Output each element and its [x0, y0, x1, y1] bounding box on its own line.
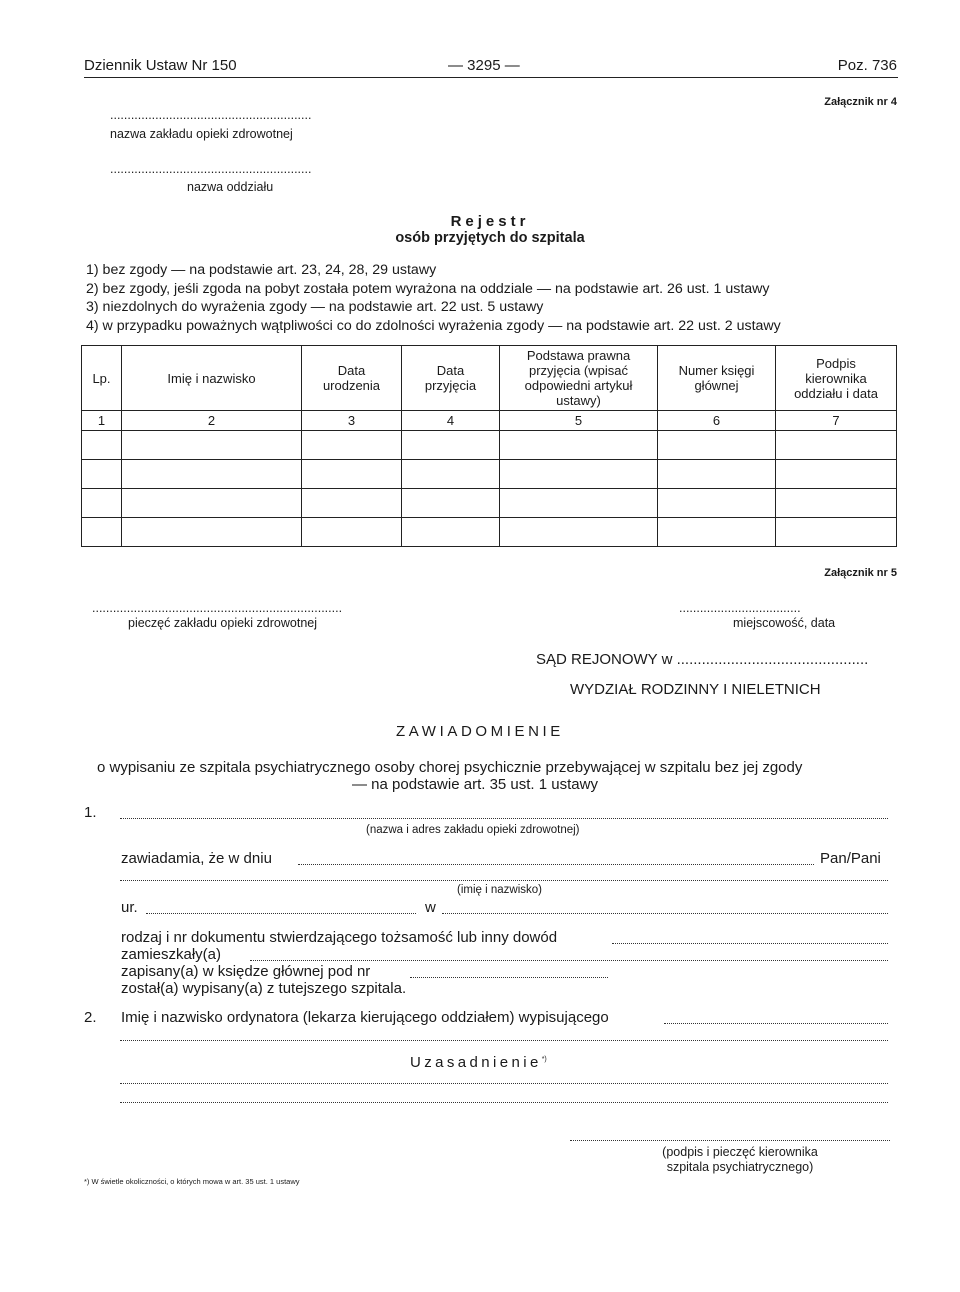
notify-date-field[interactable]: [298, 864, 814, 865]
table-row: [82, 489, 897, 518]
register-number-label: zapisany(a) w księdze głównej pod nr: [121, 963, 371, 980]
col-number: 7: [776, 411, 897, 431]
table-cell[interactable]: [402, 431, 500, 460]
table-cell[interactable]: [302, 460, 402, 489]
col-header: Imię i nazwisko: [122, 346, 302, 411]
table-cell[interactable]: [658, 518, 776, 547]
annex4-label: Załącznik nr 4: [824, 96, 897, 108]
head-physician-field[interactable]: [664, 1023, 888, 1024]
intro-line-2: — na podstawie art. 35 ust. 1 ustawy: [352, 776, 598, 793]
facility-address-field[interactable]: [120, 818, 888, 819]
id-document-field[interactable]: [612, 943, 888, 944]
table-cell[interactable]: [658, 460, 776, 489]
table-cell[interactable]: [402, 489, 500, 518]
head-physician-field-2[interactable]: [120, 1040, 888, 1041]
table-row: [82, 518, 897, 547]
section-1-number: 1.: [84, 804, 97, 821]
register-title: Rejestr: [450, 213, 530, 230]
table-cell[interactable]: [776, 431, 897, 460]
table-cell[interactable]: [658, 489, 776, 518]
footnote-marker: *): [541, 1056, 547, 1063]
list-item: 4) w przypadku poważnych wątpliwości co do zdolności wyrażenia zgody — na podstawie art. 22 ust. 2 ustawy: [86, 318, 781, 334]
footnote: *) W świetle okoliczności, o których mowa w art. 35 ust. 1 ustawy: [84, 1177, 300, 1186]
table-row: [82, 431, 897, 460]
intro-line-1: o wypisaniu ze szpitala psychiatrycznego osoby chorej psychicznie przebywającej w szpitalu bez jej zgody: [97, 759, 803, 776]
table-cell[interactable]: [302, 518, 402, 547]
ward-dots: ..........................................................: [110, 162, 312, 176]
stamp-label: pieczęć zakładu opieki zdrowotnej: [128, 616, 317, 630]
signature-caption-1: (podpis i pieczęć kierownika: [662, 1145, 818, 1159]
table-cell[interactable]: [82, 489, 122, 518]
signature-field[interactable]: [570, 1140, 890, 1141]
col-header: Lp.: [82, 346, 122, 411]
notice-title: ZAWIADOMIENIE: [396, 723, 564, 740]
table-cell[interactable]: [82, 518, 122, 547]
annex5-label: Załącznik nr 5: [824, 567, 897, 579]
born-label: ur.: [121, 899, 138, 916]
justification-title: [410, 1054, 547, 1071]
residence-field[interactable]: [250, 960, 888, 961]
col-header: Numer księgi głównej: [658, 346, 776, 411]
place-date-dots: ...................................: [679, 601, 801, 615]
table-row: [82, 460, 897, 489]
table-cell[interactable]: [402, 460, 500, 489]
col-header: Podstawa prawna przyjęcia (wpisać odpowiedni artykuł ustawy): [500, 346, 658, 411]
table-cell[interactable]: [122, 489, 302, 518]
id-document-label: rodzaj i nr dokumentu stwierdzającego tożsamość lub inny dowód: [121, 929, 558, 946]
table-header-row: [82, 346, 897, 411]
place-date-label: miejscowość, data: [733, 616, 836, 630]
col-number: 5: [500, 411, 658, 431]
journal-title: Dziennik Ustaw Nr 150: [84, 57, 237, 74]
col-header: Podpis kierownika oddziału i data: [776, 346, 897, 411]
table-cell[interactable]: [500, 431, 658, 460]
discharged-line: został(a) wypisany(a) z tutejszego szpitala.: [121, 980, 407, 997]
list-item: 2) bez zgody, jeśli zgoda na pobyt została potem wyrażona na oddziale — na podstawie art. 26 ust. 1 ustawy: [86, 281, 770, 297]
head-physician-label: Imię i nazwisko ordynatora (lekarza kierującego oddziałem) wypisującego: [121, 1009, 609, 1026]
col-number: 2: [122, 411, 302, 431]
person-name-caption: (imię i nazwisko): [457, 884, 542, 896]
table-cell[interactable]: [82, 460, 122, 489]
col-number: 6: [658, 411, 776, 431]
ward-label: nazwa oddziału: [187, 180, 274, 194]
person-name-field[interactable]: [120, 880, 888, 881]
col-number: 1: [82, 411, 122, 431]
table-cell[interactable]: [776, 460, 897, 489]
table-number-row: [82, 411, 897, 431]
register-table: [81, 345, 897, 547]
list-item: 1) bez zgody — na podstawie art. 23, 24, 28, 29 ustawy: [86, 262, 437, 278]
list-item: 3) niezdolnych do wyrażenia zgody — na podstawie art. 22 ust. 5 ustawy: [86, 299, 544, 315]
table-cell[interactable]: [402, 518, 500, 547]
position-number: Poz. 736: [837, 57, 897, 74]
table-cell[interactable]: [500, 460, 658, 489]
stamp-dots: ........................................................................: [92, 601, 343, 615]
table-cell[interactable]: [776, 518, 897, 547]
facility-address-caption: (nazwa i adres zakładu opieki zdrowotnej): [366, 824, 580, 836]
table-cell[interactable]: [122, 431, 302, 460]
department-line: WYDZIAŁ RODZINNY I NIELETNICH: [570, 681, 821, 698]
table-cell[interactable]: [658, 431, 776, 460]
table-cell[interactable]: [122, 518, 302, 547]
court-line: SĄD REJONOWY w ..............................................: [536, 651, 869, 668]
section-2-number: 2.: [84, 1009, 97, 1026]
residence-label: zamieszkały(a): [121, 946, 222, 963]
table-cell[interactable]: [500, 518, 658, 547]
col-header: Data urodzenia: [302, 346, 402, 411]
justification-text: Uzasadnienie: [410, 1054, 542, 1071]
birth-date-field[interactable]: [146, 913, 416, 914]
page-number: — 3295 —: [448, 57, 520, 74]
header-rule: [84, 77, 898, 78]
justification-field-1[interactable]: [120, 1083, 888, 1084]
table-cell[interactable]: [302, 431, 402, 460]
notify-label: zawiadamia, że w dniu: [121, 850, 272, 867]
table-cell[interactable]: [122, 460, 302, 489]
table-cell[interactable]: [776, 489, 897, 518]
signature-caption-2: szpitala psychiatrycznego): [666, 1160, 814, 1174]
register-subtitle: osób przyjętych do szpitala: [395, 230, 585, 246]
table-cell[interactable]: [82, 431, 122, 460]
justification-field-2[interactable]: [120, 1102, 888, 1103]
col-number: 3: [302, 411, 402, 431]
col-number: 4: [402, 411, 500, 431]
col-header: Data przyjęcia: [402, 346, 500, 411]
birth-place-label: w: [425, 899, 436, 916]
notify-end-label: Pan/Pani: [820, 850, 881, 867]
table-cell[interactable]: [302, 489, 402, 518]
facility-label: nazwa zakładu opieki zdrowotnej: [110, 127, 293, 141]
table-cell[interactable]: [500, 489, 658, 518]
register-number-field[interactable]: [410, 977, 608, 978]
facility-dots: ..........................................................: [110, 108, 312, 122]
birth-place-field[interactable]: [442, 913, 888, 914]
